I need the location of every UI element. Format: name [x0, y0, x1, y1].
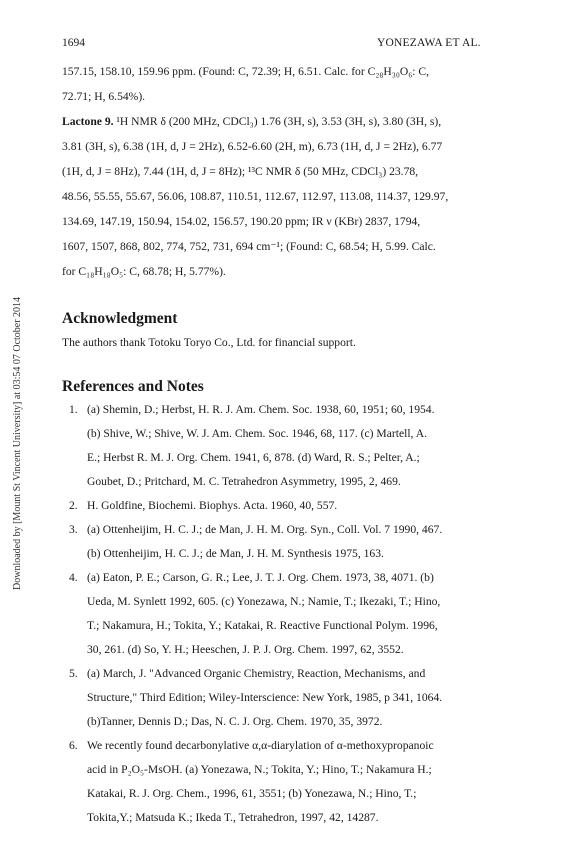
body-line: 3.81 (3H, s), 6.38 (1H, d, J = 2Hz), 6.52-6.60 (2H, m), 6.73 (1H, d, J = 2Hz), 6.77 [62, 140, 443, 153]
body-line: for C₁₈H₁₈O₅: C, 68.78; H, 5.77%). [62, 265, 226, 278]
page-number: 1694 [62, 37, 85, 49]
reference-line: acid in P₂O₅-MsOH. (a) Yonezawa, N.; Tokita, Y.; Hino, T.; Nakamura H.; [87, 763, 432, 776]
reference-line: Ueda, M. Synlett 1992, 605. (c) Yonezawa, N.; Namie, T.; Ikezaki, T.; Hino, [87, 595, 441, 608]
reference-line: Structure," Third Edition; Wiley-Interscience: New York, 1985, p 341, 1064. [87, 691, 443, 704]
running-title: YONEZAWA ET AL. [377, 37, 481, 49]
body-line: 134.69, 147.19, 150.94, 154.02, 156.57, 190.20 ppm; IR ν (KBr) 2837, 1794, [62, 215, 421, 228]
reference-line: H. Goldfine, Biochemi. Biophys. Acta. 1960, 40, 557. [87, 499, 338, 512]
acknowledgment-text: The authors thank Totoku Toryo Co., Ltd. for financial support. [62, 336, 356, 349]
download-note: Downloaded by [Mount St Vincent University] at 03:54 07 October 2014 [12, 296, 23, 590]
reference-line: (b)Tanner, Dennis D.; Das, N. C. J. Org. Chem. 1970, 35, 3972. [87, 715, 383, 728]
reference-line: We recently found decarbonylative α,α-diarylation of α-methoxypropanoic [87, 739, 434, 752]
acknowledgment-heading: Acknowledgment [62, 310, 178, 327]
body-line: (1H, d, J = 8Hz), 7.44 (1H, d, J = 8Hz); ¹³C NMR δ (50 MHz, CDCl₃) 23.78, [62, 165, 419, 178]
reference-line: T.; Nakamura, H.; Tokita, Y.; Katakai, R. Reactive Functional Polym. 1996, [87, 619, 438, 632]
reference-line: Katakai, R. J. Org. Chem., 1996, 61, 3551; (b) Yonezawa, N.; Hino, T.; [87, 787, 417, 800]
reference-line: (a) Ottenheijim, H. C. J.; de Man, J. H. M. Org. Syn., Coll. Vol. 7 1990, 467. [87, 523, 443, 536]
body-line: 1607, 1507, 868, 802, 774, 752, 731, 694 cm⁻¹; (Found: C, 68.54; H, 5.99. Calc. [62, 240, 436, 253]
reference-line: Tokita,Y.; Matsuda K.; Ikeda T., Tetrahedron, 1997, 42, 14287. [87, 811, 379, 824]
reference-number: 1. [69, 403, 78, 416]
reference-number: 4. [69, 571, 78, 584]
lactone-text: ¹H NMR δ (200 MHz, CDCl₃) 1.76 (3H, s), 3.53 (3H, s), 3.80 (3H, s), [113, 115, 442, 128]
reference-number: 3. [69, 523, 78, 536]
reference-line: (b) Shive, W.; Shive, W. J. Am. Chem. Soc. 1946, 68, 117. (c) Martell, A. [87, 427, 427, 440]
lactone-label: Lactone 9. [62, 115, 114, 128]
body-line: 72.71; H, 6.54%). [62, 90, 146, 103]
reference-line: (a) March, J. "Advanced Organic Chemistry, Reaction, Mechanisms, and [87, 667, 426, 680]
references-heading: References and Notes [62, 378, 204, 395]
reference-number: 6. [69, 739, 78, 752]
reference-line: E.; Herbst R. M. J. Org. Chem. 1941, 6, 878. (d) Ward, R. S.; Pelter, A.; [87, 451, 420, 464]
reference-line: (a) Eaton, P. E.; Carson, G. R.; Lee, J. T. J. Org. Chem. 1973, 38, 4071. (b) [87, 571, 434, 584]
body-line: 157.15, 158.10, 159.96 ppm. (Found: C, 72.39; H, 6.51. Calc. for C₂₈H₃₀O₆: C, [62, 65, 430, 78]
reference-number: 2. [69, 499, 78, 512]
body-line: 48.56, 55.55, 55.67, 56.06, 108.87, 110.51, 112.67, 112.97, 113.08, 114.37, 129.97, [62, 190, 449, 203]
reference-number: 5. [69, 667, 78, 680]
reference-line: (b) Ottenheijim, H. C. J.; de Man, J. H. M. Synthesis 1975, 163. [87, 547, 384, 560]
reference-line: Goubet, D.; Pritchard, M. C. Tetrahedron Asymmetry, 1995, 2, 469. [87, 475, 401, 488]
body-line [62, 116, 441, 128]
reference-line: 30, 261. (d) So, Y. H.; Heeschen, J. P. J. Org. Chem. 1997, 62, 3552. [87, 643, 404, 656]
reference-line: (a) Shemin, D.; Herbst, H. R. J. Am. Chem. Soc. 1938, 60, 1951; 60, 1954. [87, 403, 435, 416]
